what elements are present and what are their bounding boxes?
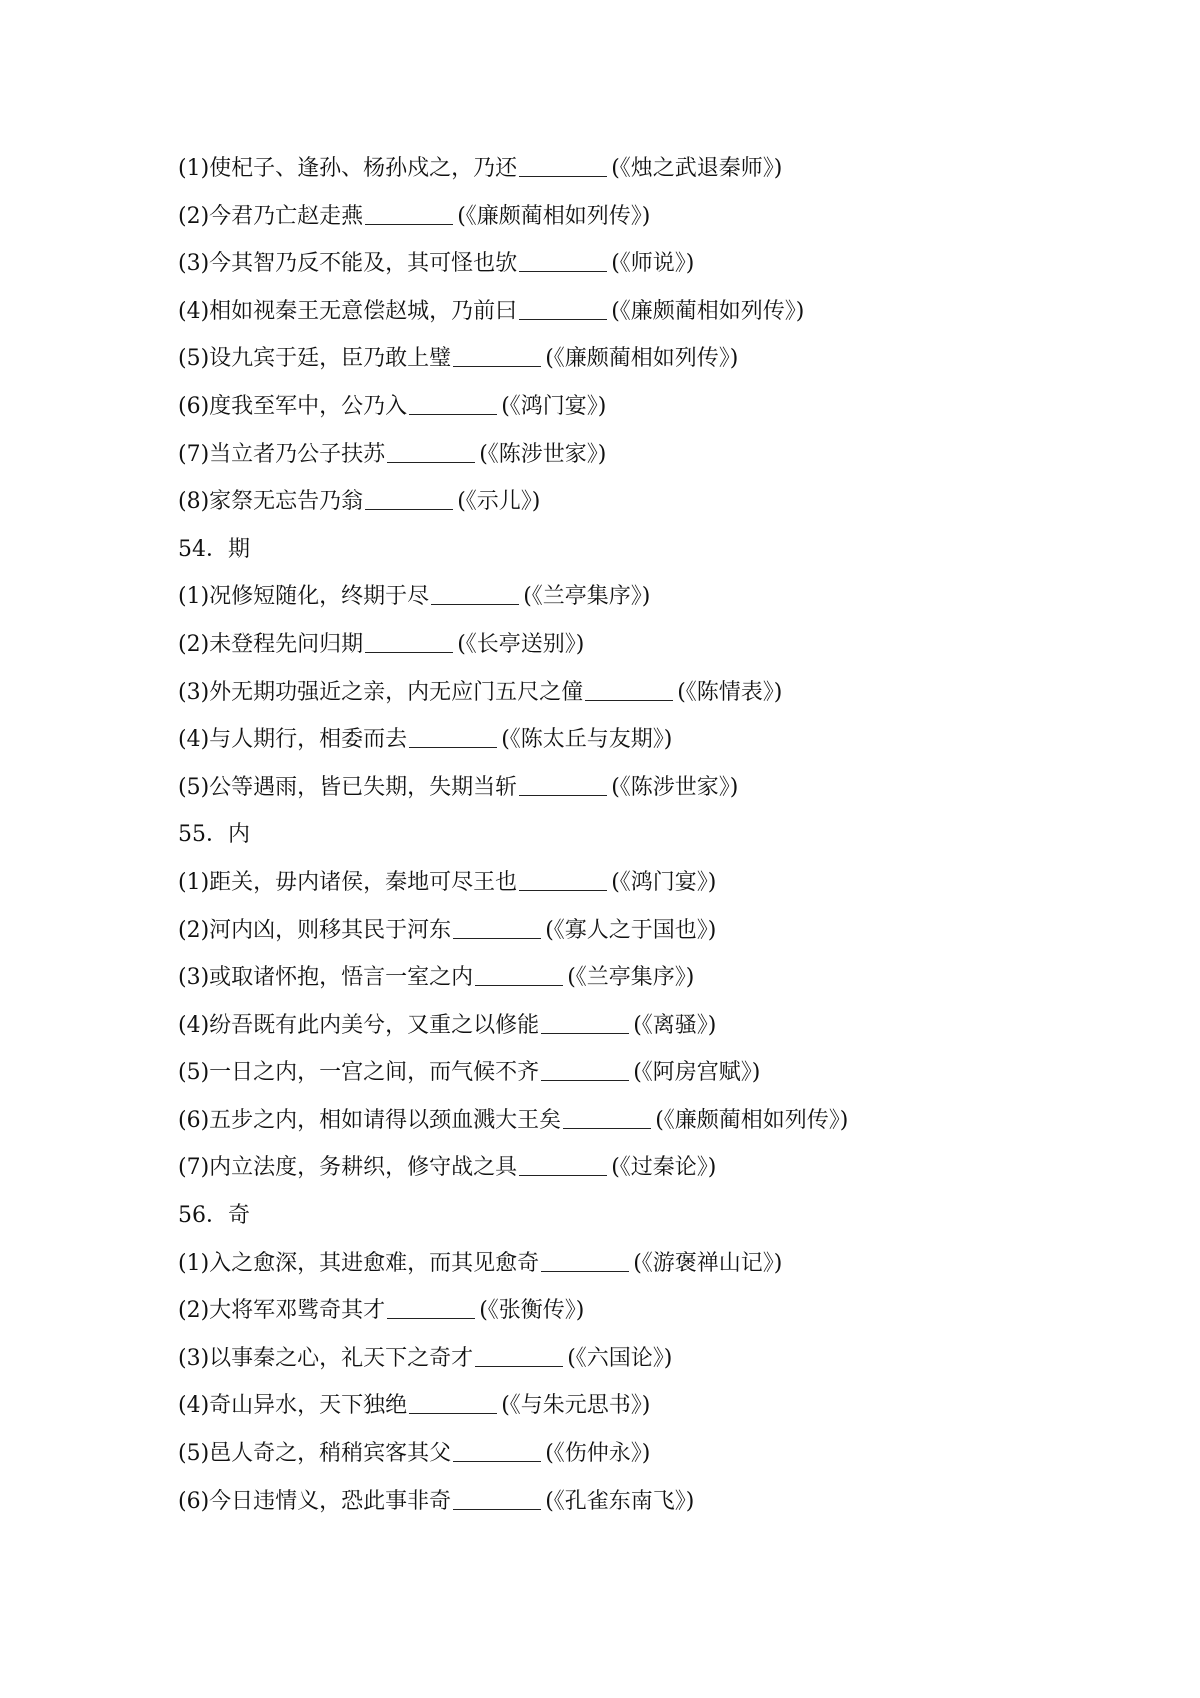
item-number: (6)	[178, 1107, 210, 1133]
item-text: 一日之内，一宫之间，而气候不齐	[209, 1060, 540, 1086]
item-number: (5)	[178, 1060, 210, 1086]
item-text: 当立者乃公子扶苏	[209, 441, 386, 467]
answer-blank[interactable]	[387, 1296, 475, 1319]
list-item	[178, 240, 1158, 288]
answer-blank[interactable]	[453, 916, 541, 939]
item-number: (4)	[178, 727, 210, 753]
list-item	[178, 193, 1158, 241]
list-item	[178, 954, 1158, 1002]
item-text: 以事秦之心，礼天下之奇才	[209, 1345, 474, 1371]
item-number: (4)	[178, 298, 210, 324]
item-text: 五步之内，相如请得以颈血溅大王矣	[209, 1107, 562, 1133]
item-source: (《陈涉世家》)	[479, 441, 607, 467]
document-page	[178, 145, 1158, 1525]
answer-blank[interactable]	[519, 868, 607, 891]
item-number: (7)	[178, 1155, 210, 1181]
answer-blank[interactable]	[519, 249, 607, 272]
item-number: (4)	[178, 1012, 210, 1038]
item-text: 与人期行，相委而去	[209, 727, 408, 753]
item-text: 公等遇雨，皆已失期，失期当斩	[209, 774, 518, 800]
item-source: (《过秦论》)	[611, 1155, 717, 1181]
item-number: (2)	[178, 203, 210, 229]
item-text: 家祭无忘告乃翁	[209, 489, 364, 515]
answer-blank[interactable]	[541, 1058, 629, 1081]
list-item	[178, 1287, 1158, 1335]
item-text: 或取诸怀抱，悟言一室之内	[209, 965, 474, 991]
item-source: (《伤仲永》)	[545, 1441, 651, 1467]
item-source: (《廉颇蔺相如列传》)	[655, 1107, 849, 1133]
answer-blank[interactable]	[365, 487, 453, 510]
list-item	[178, 1002, 1158, 1050]
item-number: (7)	[178, 441, 210, 467]
item-source: (《廉颇蔺相如列传》)	[457, 203, 651, 229]
answer-blank[interactable]	[431, 582, 519, 605]
list-item	[178, 335, 1158, 383]
item-text: 奇山异水，天下独绝	[209, 1393, 408, 1419]
answer-blank[interactable]	[365, 202, 453, 225]
answer-blank[interactable]	[519, 154, 607, 177]
item-text: 况修短随化，终期于尽	[209, 584, 430, 610]
item-number: (4)	[178, 1393, 210, 1419]
list-item	[178, 907, 1158, 955]
item-number: (5)	[178, 346, 210, 372]
item-number: (6)	[178, 1488, 210, 1514]
item-text: 入之愈深，其进愈难，而其见愈奇	[209, 1250, 540, 1276]
list-item	[178, 1335, 1158, 1383]
item-source: (《陈情表》)	[677, 679, 783, 705]
list-item	[178, 1049, 1158, 1097]
list-item	[178, 621, 1158, 669]
item-source: (《兰亭集序》)	[567, 965, 695, 991]
item-text: 大将军邓骘奇其才	[209, 1298, 386, 1324]
item-text: 度我至军中，公乃入	[209, 393, 408, 419]
list-item	[178, 383, 1158, 431]
answer-blank[interactable]	[453, 1487, 541, 1510]
list-item	[178, 1097, 1158, 1145]
answer-blank[interactable]	[409, 1391, 497, 1414]
item-source: (《六国论》)	[567, 1345, 673, 1371]
item-number: (2)	[178, 917, 210, 943]
item-source: (《鸿门宴》)	[611, 869, 717, 895]
item-number: (3)	[178, 1345, 210, 1371]
item-text: 相如视秦王无意偿赵城，乃前曰	[209, 298, 518, 324]
item-source: (《示儿》)	[457, 489, 541, 515]
item-number: (5)	[178, 1441, 210, 1467]
item-number: (2)	[178, 631, 210, 657]
item-number: (1)	[178, 584, 210, 610]
item-source: (《烛之武退秦师》)	[611, 156, 783, 181]
answer-blank[interactable]	[585, 678, 673, 701]
list-item	[178, 1382, 1158, 1430]
section-heading: 56．奇	[178, 1203, 250, 1229]
item-text: 外无期功强近之亲，内无应门五尺之僮	[209, 679, 584, 705]
list-item	[178, 288, 1158, 336]
answer-blank[interactable]	[519, 297, 607, 320]
item-source: (《寡人之于国也》)	[545, 917, 717, 943]
list-item	[178, 1430, 1158, 1478]
item-number: (3)	[178, 965, 210, 991]
answer-blank[interactable]	[475, 1344, 563, 1367]
item-source: (《孔雀东南飞》)	[545, 1488, 695, 1514]
list-item	[178, 1144, 1158, 1192]
item-text: 纷吾既有此内美兮，又重之以修能	[209, 1012, 540, 1038]
answer-blank[interactable]	[365, 630, 453, 653]
answer-blank[interactable]	[541, 1011, 629, 1034]
item-number: (8)	[178, 489, 210, 515]
item-source: (《陈太丘与友期》)	[501, 727, 673, 753]
answer-blank[interactable]	[453, 1439, 541, 1462]
list-item	[178, 764, 1158, 812]
answer-blank[interactable]	[409, 725, 497, 748]
item-number: (2)	[178, 1298, 210, 1324]
item-text: 设九宾于廷，臣乃敢上璧	[209, 346, 452, 372]
item-text: 未登程先问归期	[209, 631, 364, 657]
answer-blank[interactable]	[519, 1153, 607, 1176]
list-item	[178, 1478, 1158, 1526]
answer-blank[interactable]	[475, 963, 563, 986]
item-source: (《陈涉世家》)	[611, 774, 739, 800]
item-source: (《游褒禅山记》)	[633, 1250, 783, 1276]
list-item	[178, 431, 1158, 479]
item-source: (《廉颇蔺相如列传》)	[611, 298, 805, 324]
answer-blank[interactable]	[453, 344, 541, 367]
answer-blank[interactable]	[563, 1106, 651, 1129]
item-text: 今君乃亡赵走燕	[209, 203, 364, 229]
item-number: (3)	[178, 679, 210, 705]
item-text: 今日违情义，恐此事非奇	[209, 1488, 452, 1514]
list-item	[178, 1240, 1158, 1288]
item-text: 内立法度，务耕织，修守战之具	[209, 1155, 518, 1181]
item-number: (1)	[178, 869, 210, 895]
item-text: 距关，毋内诸侯，秦地可尽王也	[209, 869, 518, 895]
item-text: 邑人奇之，稍稍宾客其父	[209, 1441, 452, 1467]
item-source: (《离骚》)	[633, 1012, 717, 1038]
item-source: (《鸿门宴》)	[501, 393, 607, 419]
item-text: 今其智乃反不能及，其可怪也欤	[209, 251, 518, 277]
item-source: (《张衡传》)	[479, 1298, 585, 1324]
list-item	[178, 716, 1158, 764]
item-text: 使杞子、逢孙、杨孙戍之，乃还	[209, 156, 518, 181]
item-source: (《长亭送别》)	[457, 631, 585, 657]
item-source: (《阿房宫赋》)	[633, 1060, 761, 1086]
item-number: (3)	[178, 251, 210, 277]
item-number: (6)	[178, 393, 210, 419]
list-item	[178, 145, 1158, 193]
item-source: (《师说》)	[611, 251, 695, 277]
list-item	[178, 859, 1158, 907]
answer-blank[interactable]	[541, 1249, 629, 1272]
list-item	[178, 573, 1158, 621]
item-number: (5)	[178, 774, 210, 800]
section-heading: 54．期	[178, 536, 250, 562]
list-item	[178, 669, 1158, 717]
answer-blank[interactable]	[519, 773, 607, 796]
answer-blank[interactable]	[387, 440, 475, 463]
item-text: 河内凶，则移其民于河东	[209, 917, 452, 943]
section-heading: 55．内	[178, 822, 250, 848]
answer-blank[interactable]	[409, 392, 497, 415]
item-number: (1)	[178, 1250, 210, 1276]
item-source: (《廉颇蔺相如列传》)	[545, 346, 739, 372]
item-source: (《与朱元思书》)	[501, 1393, 651, 1419]
item-source: (《兰亭集序》)	[523, 584, 651, 610]
item-number: (1)	[178, 156, 210, 181]
list-item	[178, 478, 1158, 526]
